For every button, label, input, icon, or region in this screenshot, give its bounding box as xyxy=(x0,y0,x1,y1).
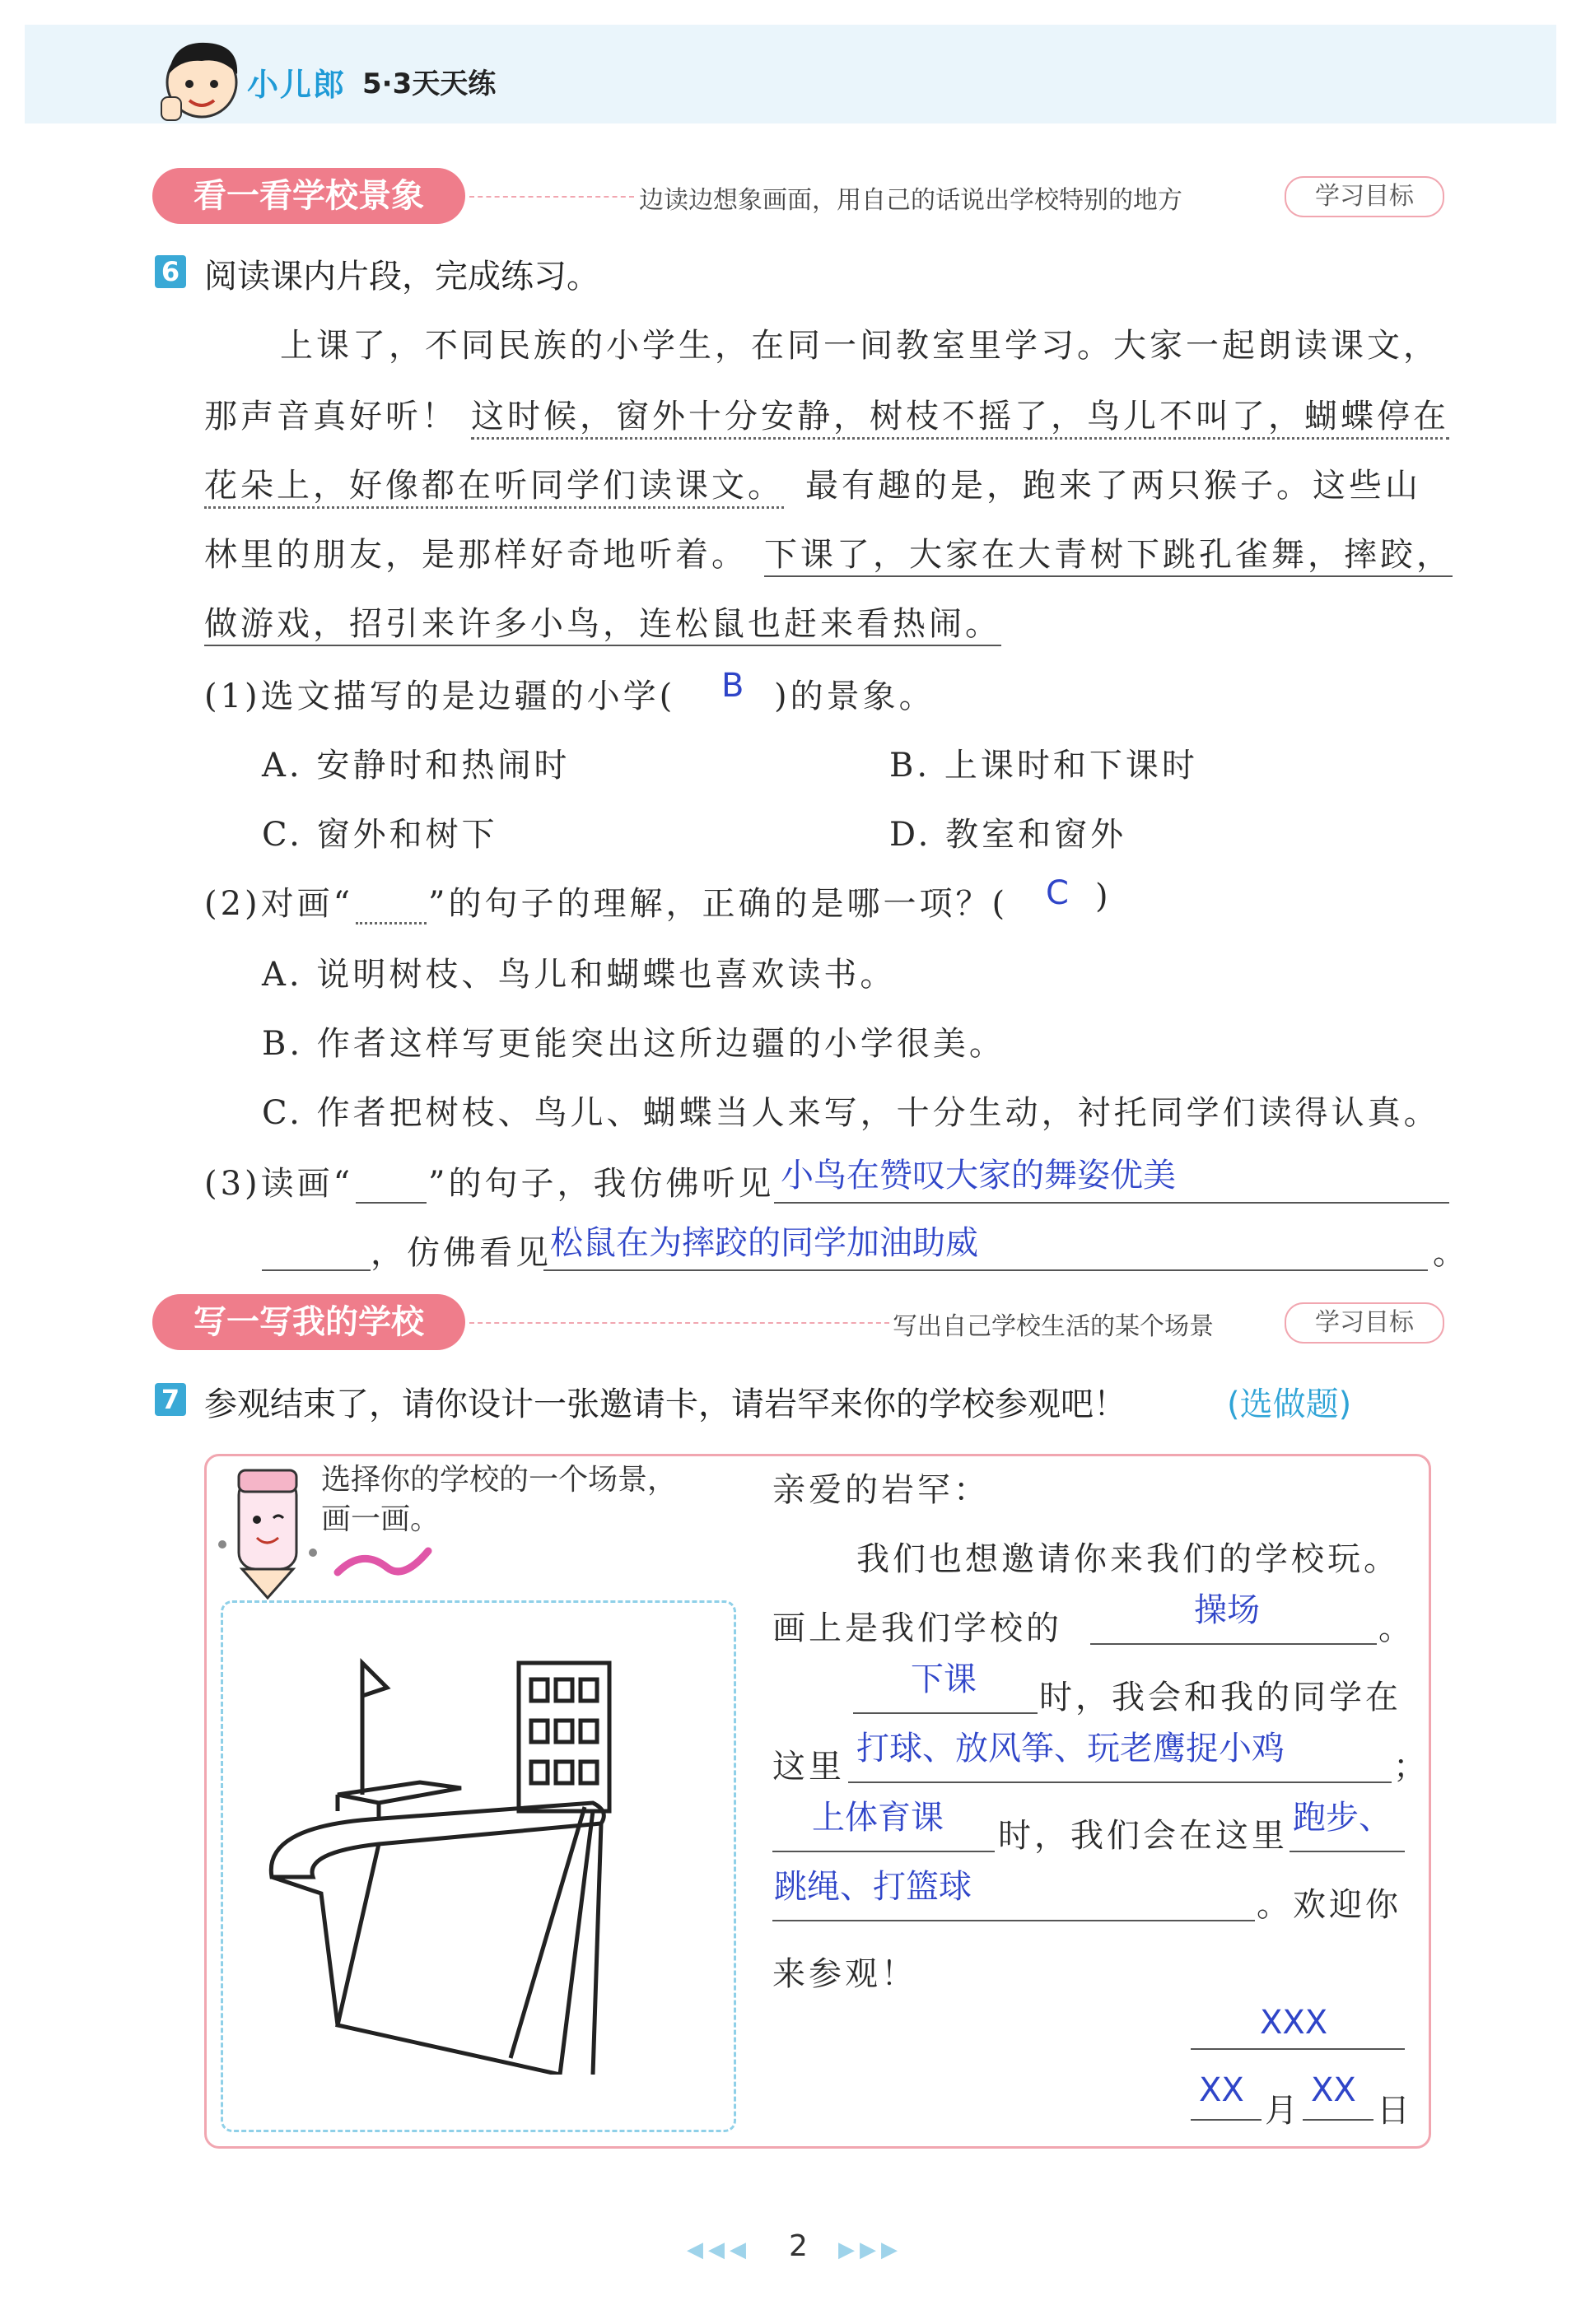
sub2-option-c: C. 作者把树枝、鸟儿、蝴蝶当人来写，十分生动，衬托同学们读得认真。 xyxy=(262,1094,1440,1132)
month-value: XX xyxy=(1199,2071,1244,2109)
letter-line-5b: 时，我们会在这里 xyxy=(998,1817,1288,1855)
sub3-answer-1: 小鸟在赞叹大家的舞姿优美 xyxy=(781,1157,1176,1195)
month-label: 月 xyxy=(1265,2092,1301,2130)
sub3-stem-d: 。 xyxy=(1433,1234,1469,1272)
mascot-boy-icon xyxy=(156,33,247,132)
prev-arrows-icon: ◀◀◀ xyxy=(687,2238,751,2262)
learning-goal-text: 边读边想象画面，用自己的话说出学校特别的地方 xyxy=(639,186,1182,215)
section-divider xyxy=(469,196,634,198)
sub3-answer-2: 松鼠在为摔跤的同学加油助威 xyxy=(550,1224,978,1262)
sub2-stem-b: ”的句子的理解，正确的是哪一项？( xyxy=(428,885,1009,923)
sub3-answer-line-1 xyxy=(774,1202,1449,1204)
pencil-mascot-icon xyxy=(214,1462,329,1602)
sub2-answer: C xyxy=(1046,874,1072,912)
question-number-7: 7 xyxy=(155,1383,186,1416)
learning-goal-tag-2: 学习目标 xyxy=(1285,1302,1444,1344)
letter-greeting: 亲爱的岩罕： xyxy=(772,1471,990,1509)
draw-prompt-line-1: 选择你的学校的一个场景， xyxy=(321,1463,678,1497)
brand-logo-text: 小儿郎 xyxy=(247,67,347,103)
activity2-answer-line-a xyxy=(1290,1851,1405,1852)
passage-wavy-sentence-a: 这时候，窗外十分安静，树枝不摇了，鸟儿不叫了，蝴蝶停在 xyxy=(471,390,1449,440)
activity1-answer: 打球、放风筝、玩老鹰捉小鸡 xyxy=(856,1730,1285,1767)
section-title-look: 看一看学校景象 xyxy=(152,168,465,224)
school-playground-drawing xyxy=(247,1646,708,2075)
day-line xyxy=(1303,2119,1373,2121)
sub2-stem-a: (2)对画“ xyxy=(204,885,354,923)
time2-answer-line xyxy=(772,1851,995,1852)
sub1-option-d: D. 教室和窗外 xyxy=(889,816,1127,854)
signature: XXX xyxy=(1260,2004,1328,2042)
wavy-line-sample xyxy=(356,922,427,924)
sub3-answer-line-2 xyxy=(543,1269,1428,1271)
sub2-option-a: A. 说明树枝、鸟儿和蝴蝶也喜欢读书。 xyxy=(262,956,897,994)
optional-tag: (选做题) xyxy=(1227,1386,1352,1423)
letter-line-6b: 。欢迎你 xyxy=(1257,1886,1401,1924)
activity2-answer-a: 跑步、 xyxy=(1293,1799,1392,1837)
page-number: 2 xyxy=(789,2229,808,2263)
month-line xyxy=(1191,2119,1262,2121)
sub2-stem-c: ) xyxy=(1095,878,1112,915)
straight-line-sample xyxy=(356,1202,427,1204)
signature-line xyxy=(1191,2048,1405,2050)
brand-series: 5·3天天练 xyxy=(362,68,497,100)
passage-underlined-sentence-b: 做游戏，招引来许多小鸟，连松鼠也赶来看热闹。 xyxy=(204,598,1001,646)
draw-prompt-line-2: 画一画。 xyxy=(321,1502,441,1536)
question-title: 阅读课内片段，完成练习。 xyxy=(204,258,599,296)
passage-wavy-sentence-b: 花朵上，好像都在听同学们读课文。 xyxy=(204,459,784,509)
activity1-answer-line xyxy=(848,1781,1392,1783)
letter-line-2b: 。 xyxy=(1378,1609,1415,1647)
time2-answer: 上体育课 xyxy=(812,1799,944,1837)
learning-goal-text-2: 写出自己学校生活的某个场景 xyxy=(893,1312,1214,1341)
section-title-write: 写一写我的学校 xyxy=(152,1294,465,1350)
place-answer: 操场 xyxy=(1194,1591,1260,1629)
passage-line-1: 上课了，不同民族的小学生，在同一间教室里学习。大家一起朗读课文， xyxy=(280,327,1439,365)
place-answer-line xyxy=(1090,1643,1377,1645)
section-divider-2 xyxy=(469,1322,889,1324)
passage-line-3b: 最有趣的是，跑来了两只猴子。这些山 xyxy=(805,467,1421,505)
day-value: XX xyxy=(1311,2071,1356,2109)
sub1-option-c: C. 窗外和树下 xyxy=(262,816,498,854)
sub2-option-b: B. 作者这样写更能突出这所边疆的小学很美。 xyxy=(262,1025,1005,1063)
sub3-blank-line xyxy=(262,1269,371,1271)
passage-line-4a: 林里的朋友，是那样好奇地听着。 xyxy=(204,536,748,574)
sub3-stem-c: ，仿佛看见 xyxy=(371,1234,552,1272)
sub1-stem-a: (1)选文描写的是边疆的小学( xyxy=(204,678,676,715)
activity2-answer-b: 跳绳、打篮球 xyxy=(774,1868,972,1906)
time1-answer-line xyxy=(853,1712,1038,1714)
time1-answer: 下课 xyxy=(911,1660,977,1698)
activity2-answer-line-b xyxy=(772,1920,1255,1921)
draw-prompt xyxy=(321,1460,677,1539)
next-arrows-icon: ▶▶▶ xyxy=(838,2238,902,2262)
passage-line-2a: 那声音真好听！ xyxy=(204,398,458,435)
day-label: 日 xyxy=(1377,2092,1413,2130)
sub1-stem-b: )的景象。 xyxy=(774,678,935,715)
letter-line-1: 我们也想邀请你来我们的学校玩。 xyxy=(856,1540,1400,1578)
sub1-option-b: B. 上课时和下课时 xyxy=(889,747,1198,785)
sub1-answer: B xyxy=(721,667,748,705)
passage-underlined-sentence-a: 下课了，大家在大青树下跳孔雀舞，摔跤， xyxy=(764,529,1453,577)
question-title-7: 参观结束了，请你设计一张邀请卡，请岩罕来你的学校参观吧！ xyxy=(204,1386,1126,1423)
letter-line-2a: 画上是我们学校的 xyxy=(772,1609,1062,1647)
question-number: 6 xyxy=(155,255,186,288)
pink-squiggle-icon xyxy=(329,1539,436,1589)
letter-line-7: 来参观！ xyxy=(772,1955,917,1993)
letter-line-4a: 这里 xyxy=(772,1748,845,1786)
sub1-option-a: A. 安静时和热闹时 xyxy=(262,747,571,785)
letter-line-3b: 时，我会和我的同学在 xyxy=(1039,1679,1401,1716)
sub3-stem-b: ”的句子，我仿佛听见 xyxy=(428,1165,775,1203)
learning-goal-tag: 学习目标 xyxy=(1285,176,1444,217)
letter-line-4b: ； xyxy=(1393,1748,1429,1786)
sub3-stem-a: (3)读画“ xyxy=(204,1165,354,1203)
